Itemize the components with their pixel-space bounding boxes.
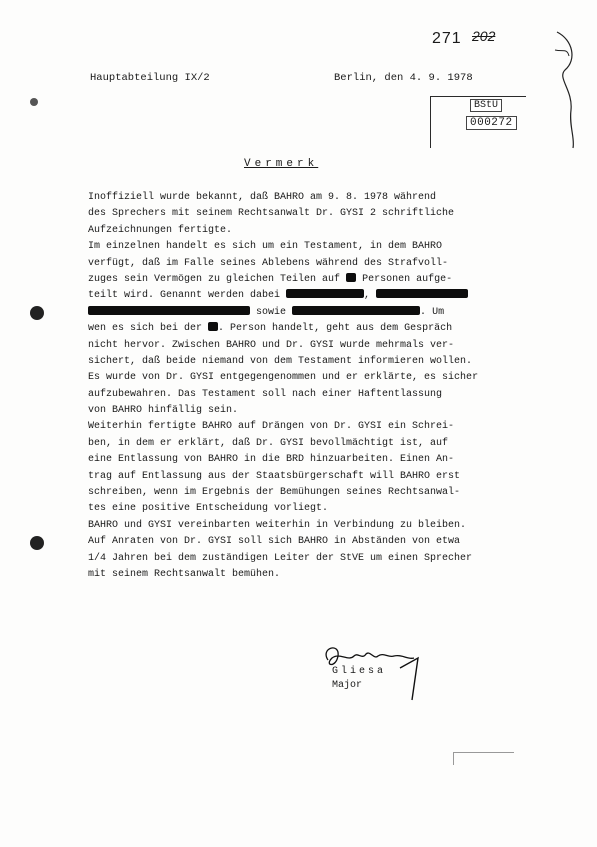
body-line: sowie . Um [88, 305, 508, 321]
body-line-part: . Person handelt, geht aus dem Gespräch [218, 323, 453, 335]
signatory-name: Gliesa [332, 666, 387, 677]
body-line: schreiben, wenn im Ergebnis der Bemühungen seines Rechtsanwal- [88, 487, 461, 499]
body-line: Inoffiziell wurde bekannt, daß BAHRO am 9. 8. 1978 während [88, 192, 437, 203]
body-line: des Sprechers mit seinem Rechtsanwalt Dr. GYSI 2 schriftliche [88, 208, 455, 220]
body-line-part: sowie [256, 306, 287, 318]
document-body [88, 190, 508, 583]
body-line: eine Entlassung von BAHRO in die BRD hinzuarbeiten. Einen An- [88, 454, 455, 466]
body-line-part: teilt wird. Genannt werden dabei [88, 290, 281, 302]
body-line: tes eine positive Entscheidung vorliegt. [88, 503, 329, 515]
punch-hole [30, 98, 38, 106]
body-line [88, 321, 508, 337]
handwritten-margin-mark [553, 30, 579, 150]
redaction [208, 322, 218, 331]
archive-footer-stamp [453, 752, 514, 765]
body-line: trag auf Entlassung aus der Staatsbürgerschaft will BAHRO erst [88, 470, 461, 482]
redaction [286, 289, 364, 298]
body-line: Es wurde von Dr. GYSI entgegengenommen und er erklärte, es sicher [88, 372, 479, 384]
old-page-number: 202 [472, 28, 496, 44]
body-line: 1/4 Jahren bei dem zuständigen Leiter der StVE um einen Sprecher [88, 552, 473, 564]
signature-block [318, 638, 458, 708]
punch-hole [30, 306, 44, 320]
body-line: teilt wird. Genannt werden dabei , [88, 288, 508, 304]
body-line: BAHRO und GYSI vereinbarten weiterhin in Verbindung zu bleiben. [88, 519, 467, 531]
body-line: Aufzeichnungen fertigte. [88, 224, 233, 236]
body-line: Weiterhin fertigte BAHRO auf Drängen von Dr. GYSI ein Schrei- [88, 421, 455, 433]
body-line [88, 272, 508, 288]
body-line: nicht hervor. Zwischen BAHRO und Dr. GYSI wurde mehrmals ver- [88, 339, 455, 351]
place-date: Berlin, den 4. 9. 1978 [334, 72, 473, 84]
department: Hauptabteilung IX/2 [90, 72, 210, 84]
body-line: Im einzelnen handelt es sich um ein Testament, in dem BAHRO [88, 241, 443, 253]
body-line: aufzubewahren. Das Testament soll nach einer Haftentlassung [88, 388, 443, 400]
redaction [346, 273, 356, 282]
body-line: verfügt, daß im Falle seines Ablebens während des Strafvoll- [88, 257, 449, 269]
document-title: Vermerk [244, 158, 319, 170]
archive-page-number: 271 [432, 30, 462, 47]
signatory-rank: Major [332, 680, 363, 691]
body-line-part: wen es sich bei der [88, 323, 203, 335]
body-line: Auf Anraten von Dr. GYSI soll sich BAHRO in Abständen von etwa [88, 536, 461, 548]
punch-hole [30, 536, 44, 550]
stamp-number: 000272 [466, 116, 517, 130]
archive-stamp [430, 96, 526, 148]
body-line: von BAHRO hinfällig sein. [88, 405, 239, 417]
body-line-part: zuges sein Vermögen zu gleichen Teilen auf [88, 273, 341, 285]
body-line-part: Um [432, 306, 445, 318]
redaction [292, 306, 420, 315]
body-line-part: Personen aufge- [362, 273, 453, 285]
body-line: ben, in dem er erklärt, daß Dr. GYSI bevollmächtigt ist, auf [88, 437, 449, 449]
stamp-label: BStU [470, 99, 502, 112]
body-line: mit seinem Rechtsanwalt bemühen. [88, 568, 281, 580]
redaction [376, 289, 468, 298]
body-line: sichert, daß beide niemand von dem Testament informieren wollen. [88, 355, 473, 367]
redaction [88, 306, 250, 315]
